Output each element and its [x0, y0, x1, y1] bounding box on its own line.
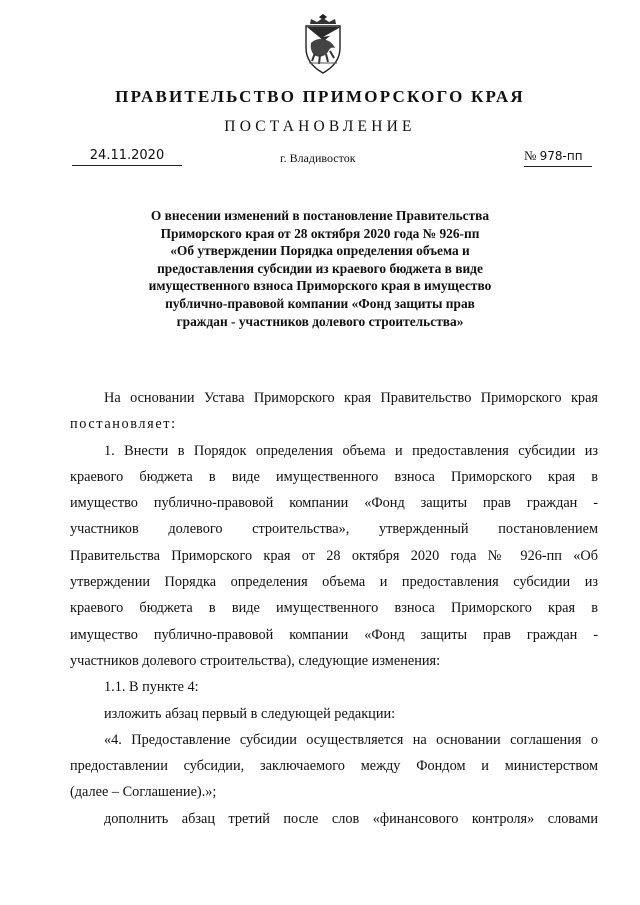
decree-title: [100, 207, 540, 330]
paragraph-5: дополнить абзац третий после слов «финансового контроля» словами: [104, 810, 598, 827]
paragraph-line: предоставлении субсидии, заключаемого между Фондом и министерством: [70, 758, 598, 775]
paragraph-line: утверждении Порядка определения объема и предоставления субсидии из: [70, 574, 598, 591]
number-sign: №: [524, 148, 537, 163]
title-line: граждан - участников долевого строительства»: [176, 313, 464, 329]
paragraph-2: 1.1. В пункте 4:: [104, 679, 199, 696]
preamble-text: На основании Устава Приморского края Правительство Приморского края: [104, 390, 598, 406]
number-value: 978-пп: [539, 149, 583, 163]
paragraph-line: краевого бюджета в виде имущественного взноса Приморского края в: [70, 468, 598, 485]
title-line: О внесении изменений в постановление Правительства: [150, 208, 490, 223]
preamble-colon: :: [171, 416, 176, 433]
paragraph-line: краевого бюджета в виде имущественного взноса Приморского края в: [70, 600, 598, 617]
preamble-paragraph: [70, 385, 598, 438]
paragraph-line: участников долевого строительства), следующие изменения:: [70, 652, 441, 669]
title-line: публично-правовой компании «Фонд защиты прав: [165, 295, 475, 311]
government-name: ПРАВИТЕЛЬСТВО ПРИМОРСКОГО КРАЯ: [115, 87, 525, 106]
paragraph-4: [70, 727, 598, 806]
paragraph-line: участников долевого строительства», утвержденный постановлением: [70, 521, 598, 538]
coat-of-arms-icon: [301, 13, 345, 75]
decree-city: г. Владивосток: [280, 151, 356, 165]
decree-date: 24.11.2020: [72, 148, 182, 166]
paragraph-line: (далее – Соглашение).»;: [70, 784, 217, 801]
document-type: ПОСТАНОВЛЕНИЕ: [224, 118, 416, 135]
preamble-verb: постановляет: [70, 416, 172, 433]
title-line: предоставления субсидии из краевого бюджета в виде: [157, 260, 483, 276]
title-line: имущественного взноса Приморского края в имущество: [148, 278, 492, 294]
paragraph-line: имущество публично-правовой компании «Фонд защиты прав граждан -: [70, 626, 598, 643]
paragraph-3: изложить абзац первый в следующей редакции:: [104, 705, 396, 722]
decree-body: [70, 385, 598, 832]
paragraph-line: Правительства Приморского края от 28 октября 2020 года № 926-пп «Об: [70, 547, 598, 564]
title-line: «Об утверждении Порядка определения объема и: [170, 243, 470, 259]
paragraph-line: «4. Предоставление субсидии осуществляется на основании соглашения о: [104, 731, 598, 748]
paragraph-1: [70, 438, 598, 675]
decree-number: [524, 148, 592, 167]
paragraph-line: имущество публично-правовой компании «Фонд защиты прав граждан -: [70, 495, 598, 512]
title-line: Приморского края от 28 октября 2020 года № 926-пп: [160, 225, 480, 241]
paragraph-line: 1. Внести в Порядок определения объема и предоставления субсидии из: [104, 442, 598, 459]
